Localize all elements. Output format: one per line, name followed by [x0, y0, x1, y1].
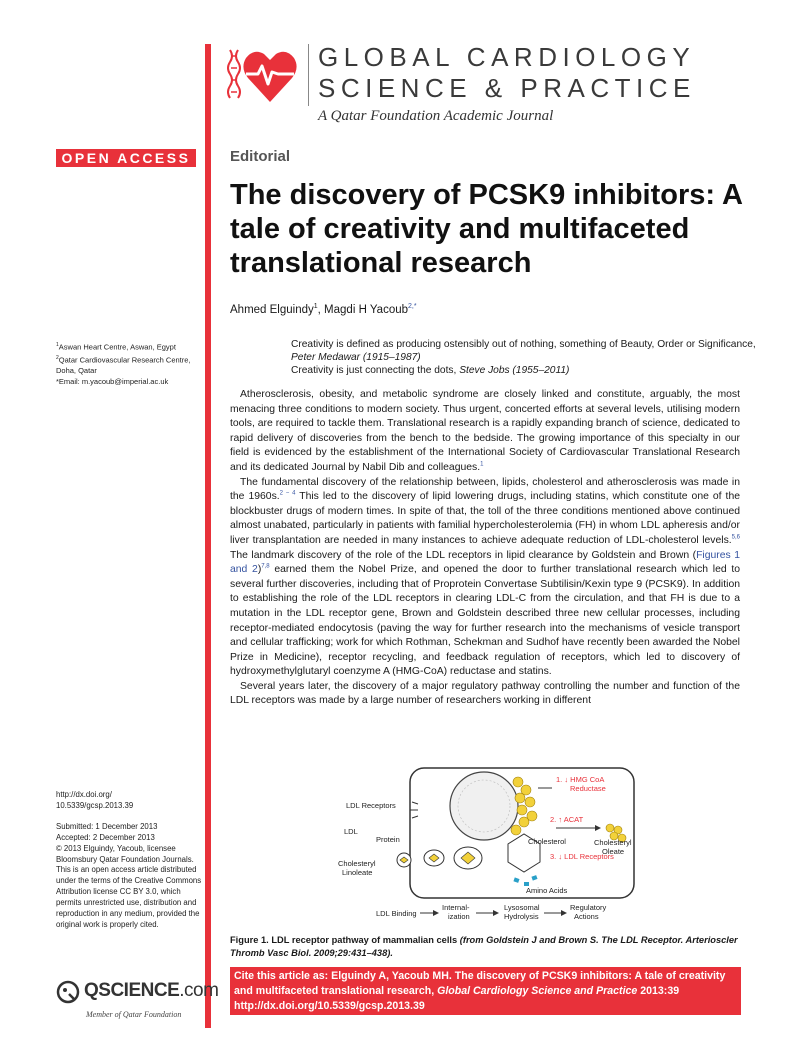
accepted-date: Accepted: 2 December 2013	[56, 832, 155, 842]
fig-step-actions: Actions	[574, 912, 599, 921]
author-name: Ahmed Elguindy	[230, 303, 314, 316]
fig-label-oleate: Oleate	[602, 847, 625, 856]
fig-label-ldl-receptors-3: 3. ↓ LDL Receptors	[550, 852, 614, 861]
fig-step-binding: LDL Binding	[376, 909, 417, 918]
qscience-member: Member of Qatar Foundation	[86, 1010, 182, 1019]
author-sup: 2,*	[408, 303, 417, 310]
affiliations	[56, 340, 204, 387]
fig-label-linoleate: Linoleate	[342, 868, 373, 877]
affiliation-item: $^2$Qatar Cardiovascular Research Centre, Doha, Qatar	[56, 354, 191, 375]
fig-label-cholesteryl: Cholesteryl	[338, 859, 376, 868]
fig-label-cholesterol: Cholesterol	[528, 837, 566, 846]
author-name: Magdi H Yacoub	[324, 303, 409, 316]
paragraph: Several years later, the discovery of a major regulatory pathway controlling the number and function of the LDL receptors was made by a large number of researchers working in different	[230, 680, 740, 707]
author-list: Ahmed Elguindy$^1$, Magdi H Yacoub$^{2,*}$	[230, 303, 417, 316]
figure-reference-link[interactable]: Figures 1 and 2	[230, 549, 740, 576]
article-title: The discovery of PCSK9 inhibitors: A tale of creativity and multifaceted translational research	[230, 179, 742, 279]
fig-step-ization: ization	[448, 912, 470, 921]
fig-label-reductase: Reductase	[570, 784, 606, 793]
affiliation-item: $^1$Aswan Heart Centre, Aswan, Egypt	[56, 342, 176, 352]
red-vertical-rule	[205, 44, 211, 1028]
doi-link[interactable]: http://dx.doi.org/ 10.5339/gcsp.2013.39	[56, 790, 134, 810]
fig-label-acat: 2. ↑ ACAT	[550, 815, 584, 824]
fig-label-ldl-receptors: LDL Receptors	[346, 801, 396, 810]
qscience-logo	[56, 978, 219, 1028]
journal-title-line1: GLOBAL CARDIOLOGY	[318, 42, 696, 72]
logo-divider	[308, 44, 309, 106]
author-sup: 1	[313, 303, 318, 310]
fig-label-cholesteryl-oleate: Cholesteryl	[594, 838, 632, 847]
qscience-icon	[56, 980, 80, 1004]
paragraph: The fundamental discovery of the relationship between, lipids, cholesterol and atherosclerosis was made in the 1960s.$^{2 - 4}$ This led to the discovery of lipid lowering drugs, including statins, which constitute one of the blockbuster drugs of modern times. In spite of that, the toll of the three conditions mentioned above continued almost unabated, particularly in patients with familial hypercholesterolemia (FH) in whom LDL apheresis and/or liver transplantation are needed in many instances to achieve adequate reduction of LDL-cholesterol levels.$^{5,6}$ The landmark discovery of the role of the LDL receptors in lipid clearance by Goldstein and Brown (Figures 1 and 2)$^{7,8}$ earned them the Nobel Prize, and opened the door to further translational research which led to several further discoveries, including that of Proprotein Convertase Subtilisin/Kexin type 9 (PCSK9). In addition to establishing the role of the LDL receptors in clearing LDL-C from the circulation, and that FH is due to a mutation in the LDL receptor gene, Brown and Goldstein described three new cellular processes, including receptor-mediated endocytosis (paving the way for further research into the mechanisms of vesicle transport and cellular trafficking; work for which Rothman, Schekman and Sudhof have recently been awarded the Nobel Prize in Medicine), receptor recycling, and feedback regulation of receptors, which led to discovery of hydroxymethylglutaryl coenzyme A (HMG-CoA) reductase and statins.	[230, 476, 741, 678]
citation-box: Cite this article as: Elguindy A, Yacoub MH. The discovery of PCSK9 inhibitors: A tale of creativity and multifaceted translational research, Global Cardiology Science and Practice 2013:39 http://dx.doi.org/10.5339/gcsp.2013.39	[230, 967, 741, 1015]
submitted-date: Submitted: 1 December 2013	[56, 821, 158, 831]
fig-label-amino-acids: Amino Acids	[526, 886, 568, 895]
paragraph: Atherosclerosis, obesity, and metabolic syndrome are closely linked and constitute, arguably, the most menacing three conditions to modern society. Thus urgent, concerted efforts at several levels, utilising modern tools, are required to tackle them. Translational research is a rapidly expanding branch of science, dedicated to rapid delivery of discoveries from the bench to the bedside. The growing importance of this specialty in our field is evidenced by the establishment of the International Society of Cardiovascular Translational Research and its dedicated Journal by Nabil Dib and colleagues.$^1$	[230, 389, 740, 473]
open-access-badge: OPEN ACCESS	[56, 149, 196, 167]
epigraph-quote-2: Creativity is just connecting the dots, Steve Jobs (1955–2011)	[291, 365, 570, 376]
epigraph-quote-1: Creativity is defined as producing ostensibly out of nothing, something of Beauty, Order or Significance, Peter Medawar (1915–1987)	[291, 339, 756, 363]
journal-title-line2: SCIENCE & PRACTICE	[318, 73, 696, 103]
fig-step-lysosomal: Lysosomal	[504, 903, 540, 912]
ldl-receptor-figure	[338, 762, 638, 932]
journal-title	[318, 42, 696, 104]
article-metadata	[56, 790, 204, 931]
affiliation-email[interactable]: *Email: m.yacoub@imperial.ac.uk	[56, 377, 169, 386]
journal-tagline: A Qatar Foundation Academic Journal	[318, 108, 554, 124]
fig-step-hydrolysis: Hydrolysis	[504, 912, 539, 921]
qscience-brand: QSCIENCE	[84, 980, 180, 1001]
heart-dna-logo-icon	[224, 44, 302, 106]
fig-label-protein: Protein	[376, 835, 400, 844]
fig-step-internal: Internal-	[442, 903, 470, 912]
fig-step-regulatory: Regulatory	[570, 903, 607, 912]
license-text: © 2013 Elguindy, Yacoub, licensee Bloomsbury Qatar Foundation Journals. This is an open access article distributed under the terms of the Creative Commons Attribution license CC BY 3.0, which permits unrestricted use, distribution and reproduction in any medium, provided the original work is properly cited.	[56, 843, 202, 929]
citation-doi-link[interactable]: http://dx.doi.org/10.5339/gcsp.2013.39	[234, 1000, 425, 1012]
fig-label-ldl: LDL	[344, 827, 358, 836]
epigraph	[291, 338, 761, 377]
fig-label-hmg: 1. ↓ HMG CoA	[556, 775, 605, 784]
article-body	[230, 388, 740, 709]
section-label: Editorial	[230, 148, 291, 165]
figure-caption: Figure 1. LDL receptor pathway of mammalian cells (from Goldstein J and Brown S. The LDL Receptor. Arterioscler Thromb Vasc Biol. 2009;29:431–438).	[230, 935, 738, 958]
qscience-suffix: .com	[179, 980, 219, 1001]
